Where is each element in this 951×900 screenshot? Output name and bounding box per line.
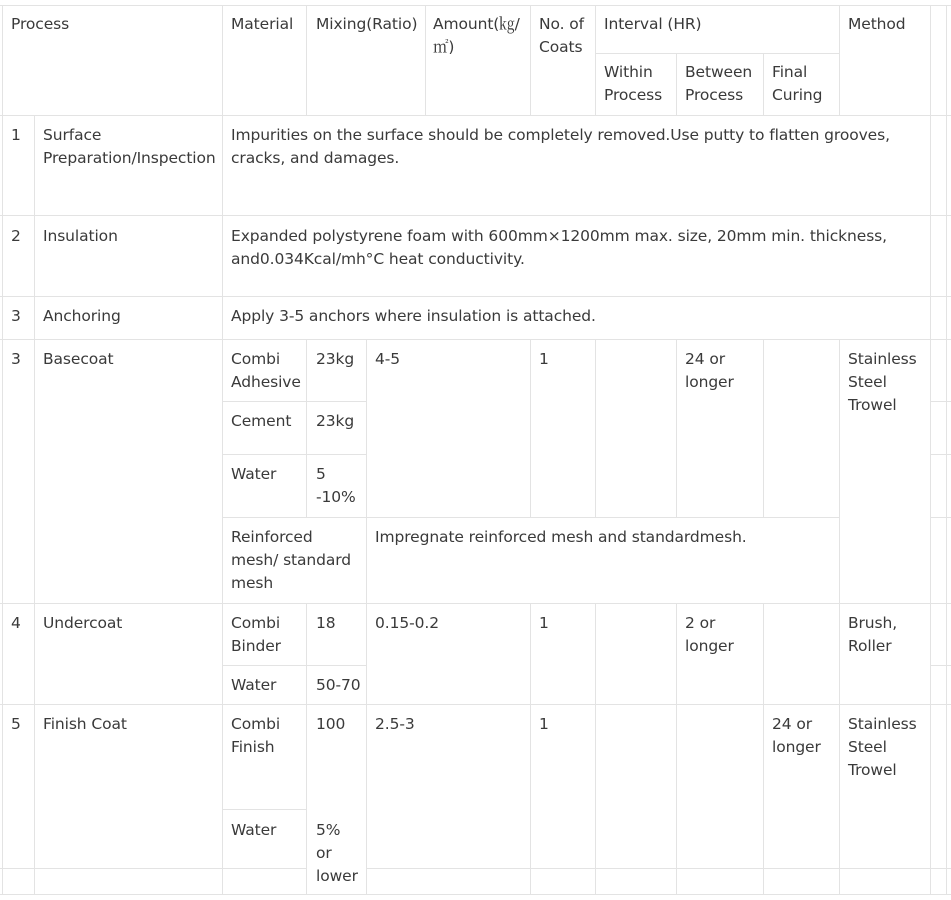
mixing-ratio — [316, 463, 356, 509]
grid-line — [595, 5, 596, 115]
final-curing-value — [772, 713, 821, 759]
grid-line — [839, 5, 840, 115]
grid-line — [930, 454, 951, 455]
method-line1: Brush, — [848, 614, 898, 632]
header-coats — [539, 13, 584, 59]
header-amount-line2: ㎡) — [433, 38, 455, 56]
grid-line — [676, 339, 677, 517]
grid-line — [930, 665, 951, 666]
grid-line — [306, 603, 307, 895]
method-line2: Steel — [848, 738, 887, 756]
header-material: Material — [231, 15, 294, 33]
grid-line — [222, 5, 223, 895]
header-coats-line1: No. of — [539, 15, 584, 33]
material-name — [231, 612, 281, 658]
between-line2: longer — [685, 637, 734, 655]
row-number: 4 — [11, 614, 21, 632]
material-name: Water — [231, 676, 277, 694]
grid-line — [0, 215, 951, 216]
process-name: Finish Coat — [43, 715, 127, 733]
grid-line — [676, 53, 677, 115]
process-description — [231, 225, 887, 271]
mesh-description: Impregnate reinforced mesh and standardmesh. — [375, 528, 747, 546]
grid-line — [530, 339, 531, 517]
material-line3: mesh — [231, 574, 274, 592]
row-number: 1 — [11, 126, 21, 144]
row-number: 3 — [11, 307, 21, 325]
grid-line — [306, 5, 307, 115]
material-line1: Combi — [231, 614, 281, 632]
between-line1: 2 or — [685, 614, 716, 632]
mixing-ratio: 23kg — [316, 350, 355, 368]
row-number: 2 — [11, 227, 21, 245]
material-name: Water — [231, 821, 277, 839]
grid-line — [222, 809, 306, 810]
mixing-ratio: 50-70 — [316, 676, 361, 694]
grid-line — [306, 339, 307, 517]
header-within-line1: Within — [604, 63, 653, 81]
grid-line — [0, 704, 951, 705]
process-description: Apply 3-5 anchors where insulation is attached. — [231, 307, 596, 325]
mixing-ratio: 23kg — [316, 412, 355, 430]
method-line3: Trowel — [848, 396, 897, 414]
method-line3: Trowel — [848, 761, 897, 779]
material-name: Water — [231, 465, 277, 483]
ratio-line2: -10% — [316, 488, 356, 506]
header-final-line1: Final — [772, 63, 808, 81]
grid-line — [530, 603, 531, 895]
material-line1: Combi — [231, 715, 281, 733]
mixing-ratio: 18 — [316, 614, 336, 632]
material-name: Cement — [231, 412, 292, 430]
grid-line — [930, 5, 931, 895]
grid-line — [763, 603, 764, 895]
grid-line — [595, 339, 596, 517]
grid-line — [0, 603, 951, 604]
grid-line — [222, 401, 366, 402]
grid-line — [222, 665, 366, 666]
grid-line — [595, 53, 839, 54]
grid-line — [946, 5, 947, 895]
between-process-value — [685, 348, 734, 394]
amount-value: 4-5 — [375, 350, 401, 368]
grid-line — [0, 868, 306, 869]
header-mixing: Mixing(Ratio) — [316, 15, 418, 33]
grid-line — [763, 339, 764, 517]
header-between-line2: Process — [685, 86, 744, 104]
method-value — [848, 348, 917, 417]
grid-line — [222, 454, 366, 455]
final-line2: longer — [772, 738, 821, 756]
material-line2: Adhesive — [231, 373, 301, 391]
grid-line — [222, 517, 839, 518]
grid-line — [0, 894, 951, 895]
grid-line — [2, 5, 3, 895]
process-name — [43, 124, 216, 170]
ratio-line1: 5 — [316, 465, 326, 483]
ratio-line2: or — [316, 844, 332, 862]
process-name-line2: Preparation/Inspection — [43, 149, 216, 167]
row-number: 3 — [11, 350, 21, 368]
method-value — [848, 713, 917, 782]
description-line2: cracks, and damages. — [231, 149, 400, 167]
header-final-curing — [772, 61, 822, 107]
grid-line — [425, 5, 426, 115]
header-between-line1: Between — [685, 63, 753, 81]
grid-line — [366, 339, 367, 895]
process-name: Basecoat — [43, 350, 114, 368]
grid-line — [930, 401, 951, 402]
material-name — [231, 526, 351, 595]
ratio-line1: 5% — [316, 821, 341, 839]
coats-value: 1 — [539, 614, 549, 632]
header-amount — [433, 13, 520, 59]
header-final-line2: Curing — [772, 86, 823, 104]
method-line2: Steel — [848, 373, 887, 391]
header-between-process — [685, 61, 752, 107]
material-line2: mesh/ standard — [231, 551, 352, 569]
between-line2: longer — [685, 373, 734, 391]
material-line2: Binder — [231, 637, 281, 655]
grid-line — [0, 296, 951, 297]
grid-line — [930, 517, 951, 518]
amount-value: 2.5-3 — [375, 715, 415, 733]
amount-value: 0.15-0.2 — [375, 614, 439, 632]
process-name: Anchoring — [43, 307, 121, 325]
grid-line — [530, 5, 531, 115]
description-line1: Expanded polystyrene foam with 600mm×1200mm max. size, 20mm min. thickness, — [231, 227, 887, 245]
grid-line — [839, 603, 840, 895]
header-interval: Interval (HR) — [604, 15, 702, 33]
process-description — [231, 124, 890, 170]
material-name — [231, 348, 301, 394]
coats-value: 1 — [539, 715, 549, 733]
method-line2: Roller — [848, 637, 892, 655]
grid-line — [0, 339, 951, 340]
method-value — [848, 612, 897, 658]
material-name — [231, 713, 280, 759]
final-line1: 24 or — [772, 715, 813, 733]
row-number: 5 — [11, 715, 21, 733]
mixing-ratio: 100 — [316, 715, 346, 733]
description-line2: and0.034Kcal/mh°C heat conductivity. — [231, 250, 525, 268]
coats-value: 1 — [539, 350, 549, 368]
grid-line — [676, 603, 677, 895]
grid-line — [763, 53, 764, 115]
material-line1: Reinforced — [231, 528, 313, 546]
grid-line — [34, 115, 35, 895]
header-amount-line1: Amount(㎏/ — [433, 15, 520, 33]
method-line1: Stainless — [848, 715, 917, 733]
mixing-ratio — [316, 819, 358, 888]
grid-line — [0, 115, 951, 116]
header-within-line2: Process — [604, 86, 663, 104]
grid-line — [595, 603, 596, 895]
process-name: Undercoat — [43, 614, 123, 632]
process-name: Insulation — [43, 227, 118, 245]
grid-line — [839, 339, 840, 603]
grid-line — [0, 5, 951, 6]
header-coats-line2: Coats — [539, 38, 583, 56]
header-method: Method — [848, 15, 906, 33]
method-line1: Stainless — [848, 350, 917, 368]
between-process-value — [685, 612, 734, 658]
description-line1: Impurities on the surface should be completely removed.Use putty to flatten grooves, — [231, 126, 890, 144]
process-name-line1: Surface — [43, 126, 102, 144]
material-line2: Finish — [231, 738, 275, 756]
header-within-process — [604, 61, 662, 107]
material-line1: Combi — [231, 350, 281, 368]
header-process: Process — [11, 15, 70, 33]
ratio-line3: lower — [316, 867, 358, 885]
between-line1: 24 or — [685, 350, 726, 368]
grid-line — [366, 868, 951, 869]
